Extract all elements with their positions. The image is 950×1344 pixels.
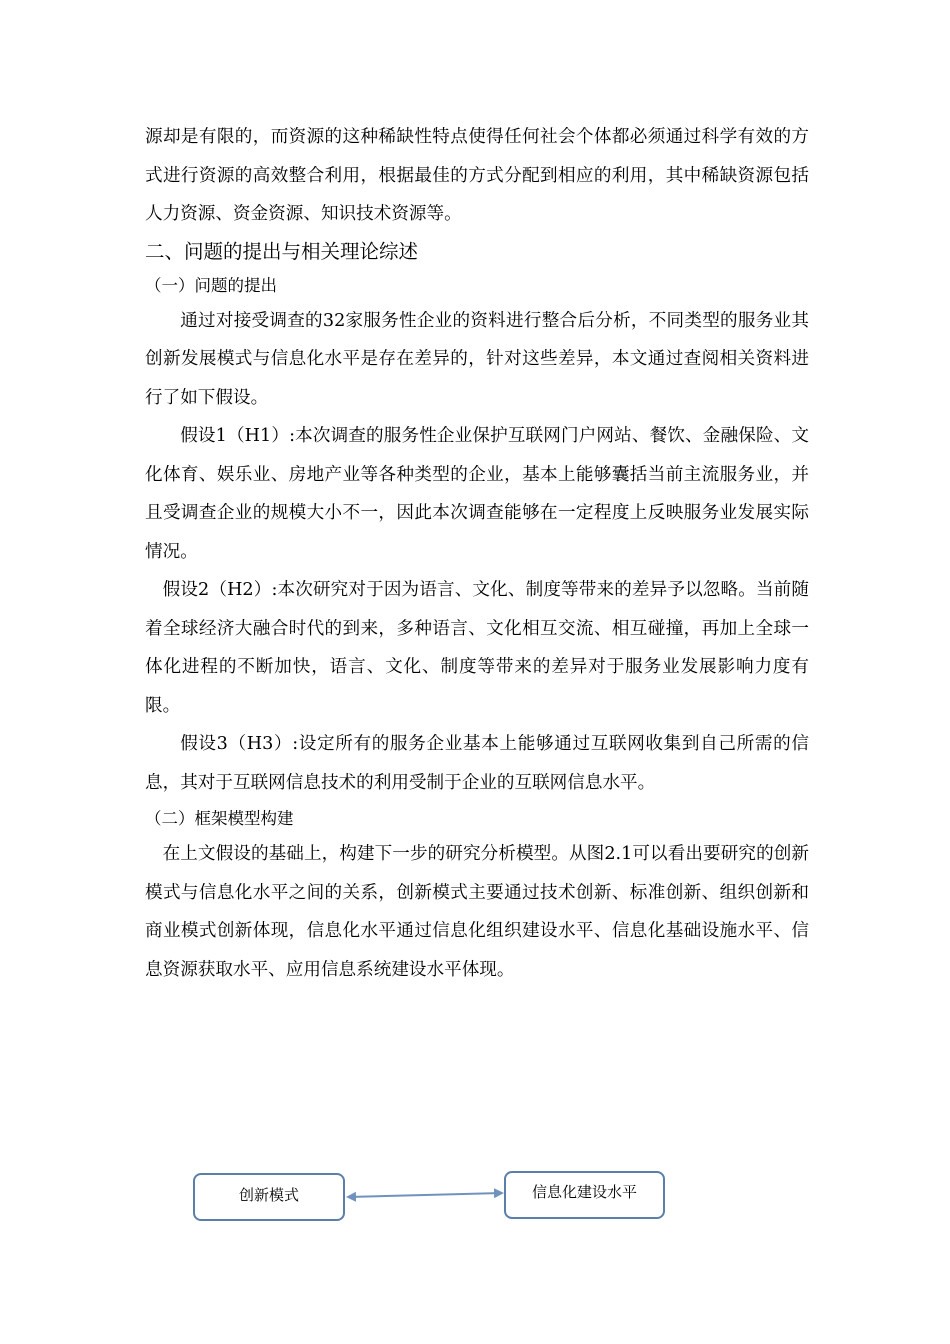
paragraph-framework: 在上文假设的基础上，构建下一步的研究分析模型。从图2.1可以看出要研究的创新模式与信息化水平之间的关系，创新模式主要通过技术创新、标准创新、组织创新和商业模式创新体现，信息化水平通过信息化组织建设水平、信息化基础设施水平、信息资源获取水平、应用信息系统建设水平体现。 [145, 844, 809, 980]
subsection-heading-framework: （二）框架模型构建 [145, 809, 294, 828]
section-heading: 二、问题的提出与相关理论综述 [145, 239, 419, 263]
paragraph-intro: 通过对接受调查的32家服务性企业的资料进行整合后分析，不同类型的服务业其创新发展模式与信息化水平是存在差异的，针对这些差异，本文通过查阅相关资料进行了如下假设。 [145, 310, 809, 408]
subsection-heading-problem: （一）问题的提出 [145, 275, 277, 295]
paragraph-hypothesis-3: 假设3（H3）:设定所有的服务企业基本上能够通过互联网收集到自己所需的信息，其对于互联网信息技术的利用受制于企业的互联网信息水平。 [145, 734, 809, 793]
informatization-level-box: 信息化建设水平 [504, 1171, 665, 1219]
paragraph-hypothesis-2: 假设2（H2）:本次研究对于因为语言、文化、制度等带来的差异予以忽略。当前随着全球经济大融合时代的到来，多种语言、文化相互交流、相互碰撞，再加上全球一体化进程的不断加快，语言、文化、制度等带来的差异对于服务业发展影响力度有限。 [145, 580, 809, 716]
document-body [145, 118, 809, 989]
paragraph-continuation: 源却是有限的，而资源的这种稀缺性特点使得任何社会个体都必须通过科学有效的方式进行资源的高效整合利用，根据最佳的方式分配到相应的利用，其中稀缺资源包括人力资源、资金资源、知识技术资源等。 [145, 127, 809, 224]
paragraph-hypothesis-1: 假设1（H1）:本次调查的服务性企业保护互联网门户网站、餐饮、金融保险、文化体育、娱乐业、房地产业等各种类型的企业，基本上能够囊括当前主流服务业，并且受调查企业的规模大小不一，因此本次调查能够在一定程度上反映服务业发展实际情况。 [145, 426, 809, 562]
innovation-mode-box: 创新模式 [193, 1173, 345, 1221]
